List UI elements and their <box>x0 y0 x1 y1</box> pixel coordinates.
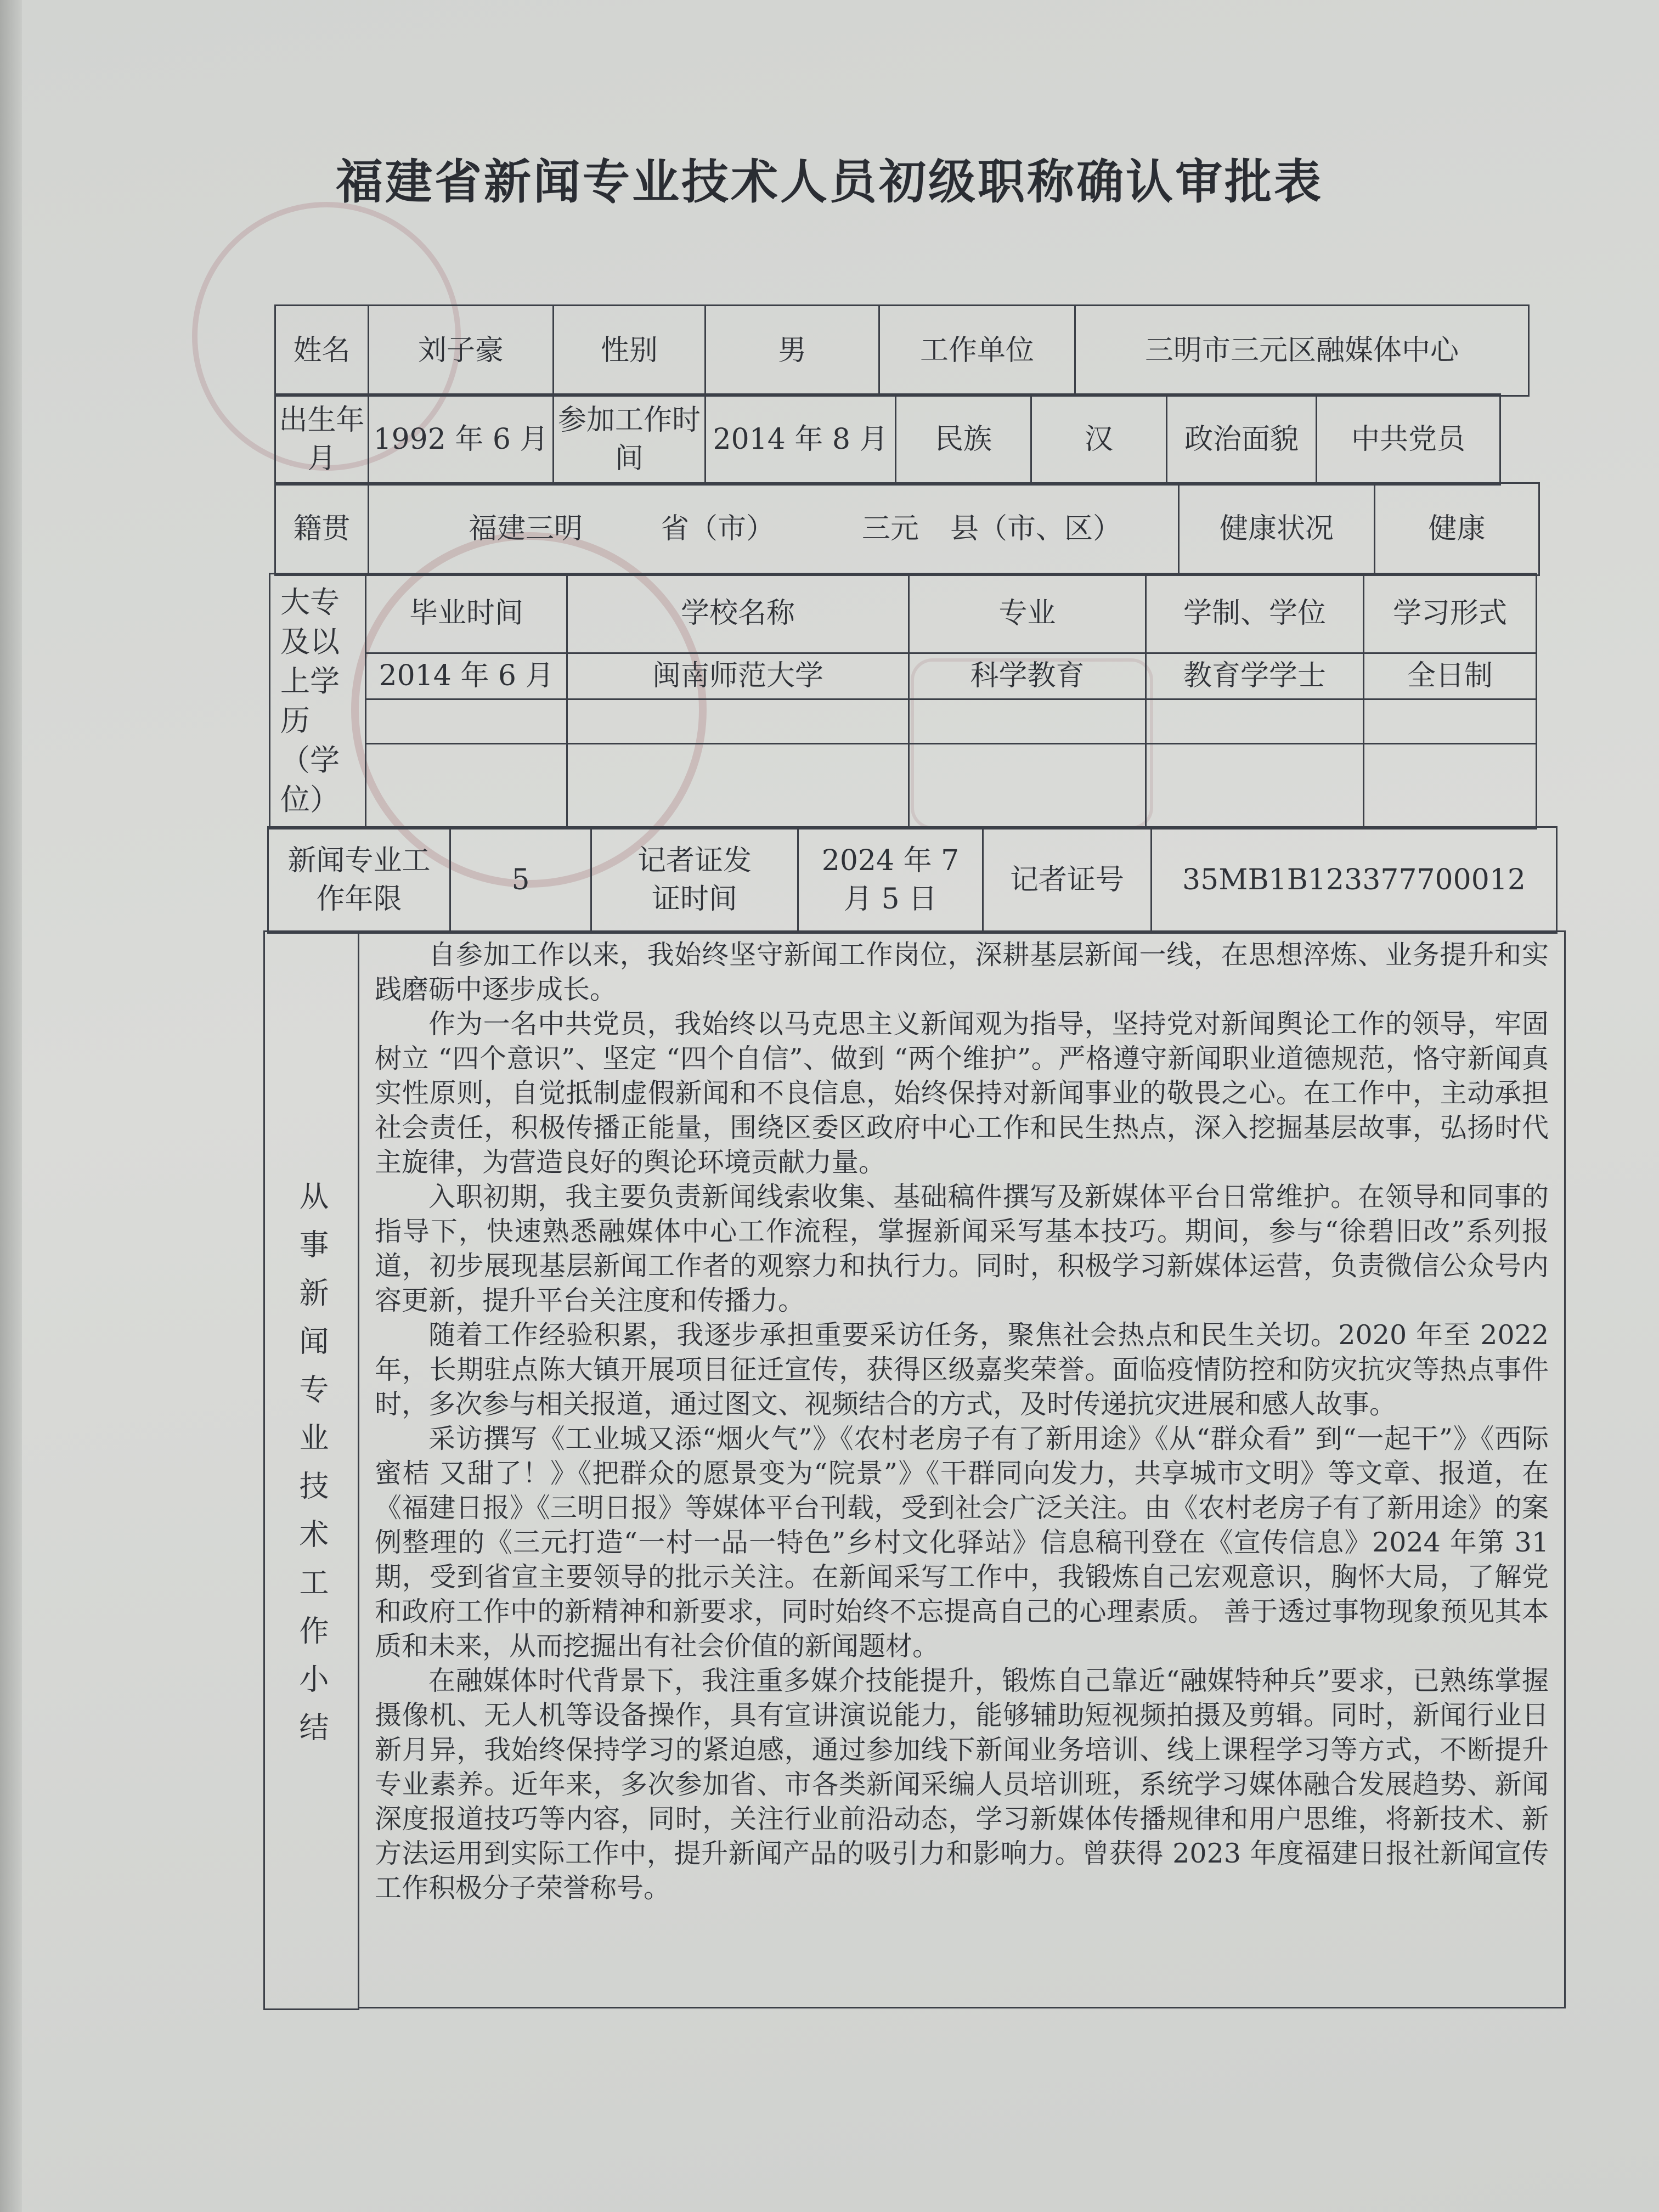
row-name <box>276 306 1530 397</box>
name-value: 刘子豪 <box>368 304 554 397</box>
origin-province-unit: 省（市） <box>660 512 775 546</box>
ethnicity-value: 汉 <box>1030 393 1167 486</box>
edu-major <box>908 743 1147 830</box>
edu-degree <box>1145 698 1364 744</box>
health-label: 健康状况 <box>1178 482 1375 576</box>
edu-degree: 教育学学士 <box>1145 652 1364 699</box>
edu-study-mode <box>1363 743 1537 830</box>
birth-label: 出生年月 <box>274 393 369 486</box>
summary-paragraph: 采访撰写《工业城又添“烟火气”》《农村老房子有了新用途》《从“群众看” 到“一起干”》《西际蜜桔 又甜了！》《把群众的愿景变为“院景”》《干群同向发力，共享城市文明》等文章、报道，在《福建日报》《三明日报》等媒体平台刊载，受到社会广泛关注。由《农村老房子有了新用途》的案例整理的《三元打造“一村一品一特色”乡村文化驿站》信息稿刊登在《宣传信息》2024 年第 31 期，受到省宣主要领导的批示关注。在新闻采写工作中，我锻炼自己宏观意识，胸怀大局，了解党和政府工作中的新精神和新要求，同时始终不忘提高自己的心理素质。 善于透过事物现象预见其本质和未来，从而挖掘出有社会价值的新闻题材。 <box>375 1423 1549 1662</box>
workplace-label: 工作单位 <box>878 304 1076 397</box>
row-press-credentials <box>269 828 1558 934</box>
edu-school <box>566 743 910 830</box>
summary-paragraph: 在融媒体时代背景下，我注重多媒介技能提升，锻炼自己靠近“融媒特种兵”要求，已熟练掌握摄像机、无人机等设备操作，具有宣讲演说能力，能够辅助短视频拍摄及剪辑。同时，新闻行业日新月异，我始终保持学习的紧迫感，通过参加线下新闻业务培训、线上课程学习等方式，不断提升专业素养。近年来，多次参加省、市各类新闻采编人员培训班，系统学习媒体融合发展趋势、新闻深度报道技巧等内容，同时，关注行业前沿动态，学习新媒体传播规律和用户思维，将新技术、新方法运用到实际工作中，提升新闻产品的吸引力和影响力。曾获得 2023 年度福建日报社新闻宣传工作积极分子荣誉称号。 <box>375 1665 1549 1904</box>
birth-value: 1992 年 6 月 <box>368 393 554 486</box>
origin-label: 籍贯 <box>274 482 369 576</box>
edu-graduation-date <box>365 698 568 744</box>
press-years-label: 新闻专业工作年限 <box>267 826 451 934</box>
summary-body <box>358 930 1566 2008</box>
work-start-value: 2014 年 8 月 <box>704 393 896 486</box>
origin-value <box>368 482 1180 576</box>
name-label: 姓名 <box>274 304 369 397</box>
edu-school <box>566 698 910 744</box>
edu-header-study-mode: 学习形式 <box>1363 573 1537 654</box>
document-title: 福建省新闻专业技术人员初级职称确认审批表 <box>336 154 1323 210</box>
education-header-row <box>366 574 1541 654</box>
gender-value: 男 <box>704 304 880 397</box>
education-row <box>366 700 1541 744</box>
summary-label: 从事新闻专业技术工作小结 <box>294 1181 329 1760</box>
political-label: 政治面貌 <box>1166 393 1317 486</box>
cert-number-value: 35MB1B123377700012 <box>1150 826 1558 934</box>
origin-county-unit: 县（市、区） <box>950 512 1121 546</box>
education-row <box>366 744 1541 830</box>
ethnicity-label: 民族 <box>895 393 1032 486</box>
summary-paragraph: 作为一名中共党员，我始终以马克思主义新闻观为指导，坚持党对新闻舆论工作的领导，牢固树立 “四个意识”、坚定 “四个自信”、做到 “两个维护”。严格遵守新闻职业道德规范，恪守新闻真实性原则，自觉抵制虚假新闻和不良信息，始终保持对新闻事业的敬畏之心。在工作中，主动承担社会责任，积极传播正能量，围绕区委区政府中心工作和民生热点，深入挖掘基层故事，弘扬时代主旋律，为营造良好的舆论环境贡献力量。 <box>375 1008 1549 1178</box>
gender-label: 性别 <box>552 304 706 397</box>
work-summary-section <box>265 932 1566 2010</box>
edu-graduation-date: 2014 年 6 月 <box>365 652 568 699</box>
edu-study-mode: 全日制 <box>1363 652 1537 699</box>
row-origin <box>276 484 1540 576</box>
edu-graduation-date <box>365 743 568 830</box>
press-years-value: 5 <box>449 826 592 934</box>
cert-number-label: 记者证号 <box>982 826 1152 934</box>
edu-header-degree: 学制、学位 <box>1145 573 1364 654</box>
edu-header-school: 学校名称 <box>566 573 910 654</box>
education-row <box>366 654 1541 699</box>
summary-paragraph: 随着工作经验积累，我逐步承担重要采访任务，聚焦社会热点和民生关切。2020 年至 2022 年，长期驻点陈大镇开展项目征迁宣传，获得区级嘉奖荣誉。面临疫情防控和防灾抗灾等热点事件时，多次参与相关报道，通过图文、视频结合的方式，及时传递抗灾进展和感人故事。 <box>375 1319 1549 1420</box>
education-label: 大专及以上学历（学位） <box>269 573 366 830</box>
origin-county: 三元 <box>861 512 919 546</box>
edu-major <box>908 698 1147 744</box>
work-start-label: 参加工作时间 <box>552 393 706 486</box>
summary-paragraph: 自参加工作以来，我始终坚守新闻工作岗位，深耕基层新闻一线，在思想淬炼、业务提升和实践磨砺中逐步成长。 <box>375 939 1549 1005</box>
health-value: 健康 <box>1374 482 1540 576</box>
edu-study-mode <box>1363 698 1537 744</box>
education-block <box>270 574 1541 830</box>
row-birth <box>276 395 1501 486</box>
edu-school: 闽南师范大学 <box>566 652 910 699</box>
political-value: 中共党员 <box>1316 393 1501 486</box>
education-table <box>366 574 1541 830</box>
workplace-value: 三明市三元区融媒体中心 <box>1074 304 1530 397</box>
summary-label-cell <box>263 930 359 2010</box>
edu-header-major: 专业 <box>908 573 1147 654</box>
edu-major: 科学教育 <box>908 652 1147 699</box>
summary-paragraph: 入职初期，我主要负责新闻线索收集、基础稿件撰写及新媒体平台日常维护。在领导和同事的指导下，快速熟悉融媒体中心工作流程，掌握新闻采写基本技巧。期间，参与“徐碧旧改”系列报道，初步展现基层新闻工作者的观察力和执行力。同时，积极学习新媒体运营，负责微信公众号内容更新，提升平台关注度和传播力。 <box>375 1181 1549 1316</box>
edu-header-graduation: 毕业时间 <box>365 573 568 654</box>
cert-date-label: 记者证发证时间 <box>590 826 799 934</box>
cert-date-value: 2024 年 7 月 5 日 <box>797 826 984 934</box>
edu-degree <box>1145 743 1364 830</box>
origin-province: 福建三明 <box>468 512 583 546</box>
